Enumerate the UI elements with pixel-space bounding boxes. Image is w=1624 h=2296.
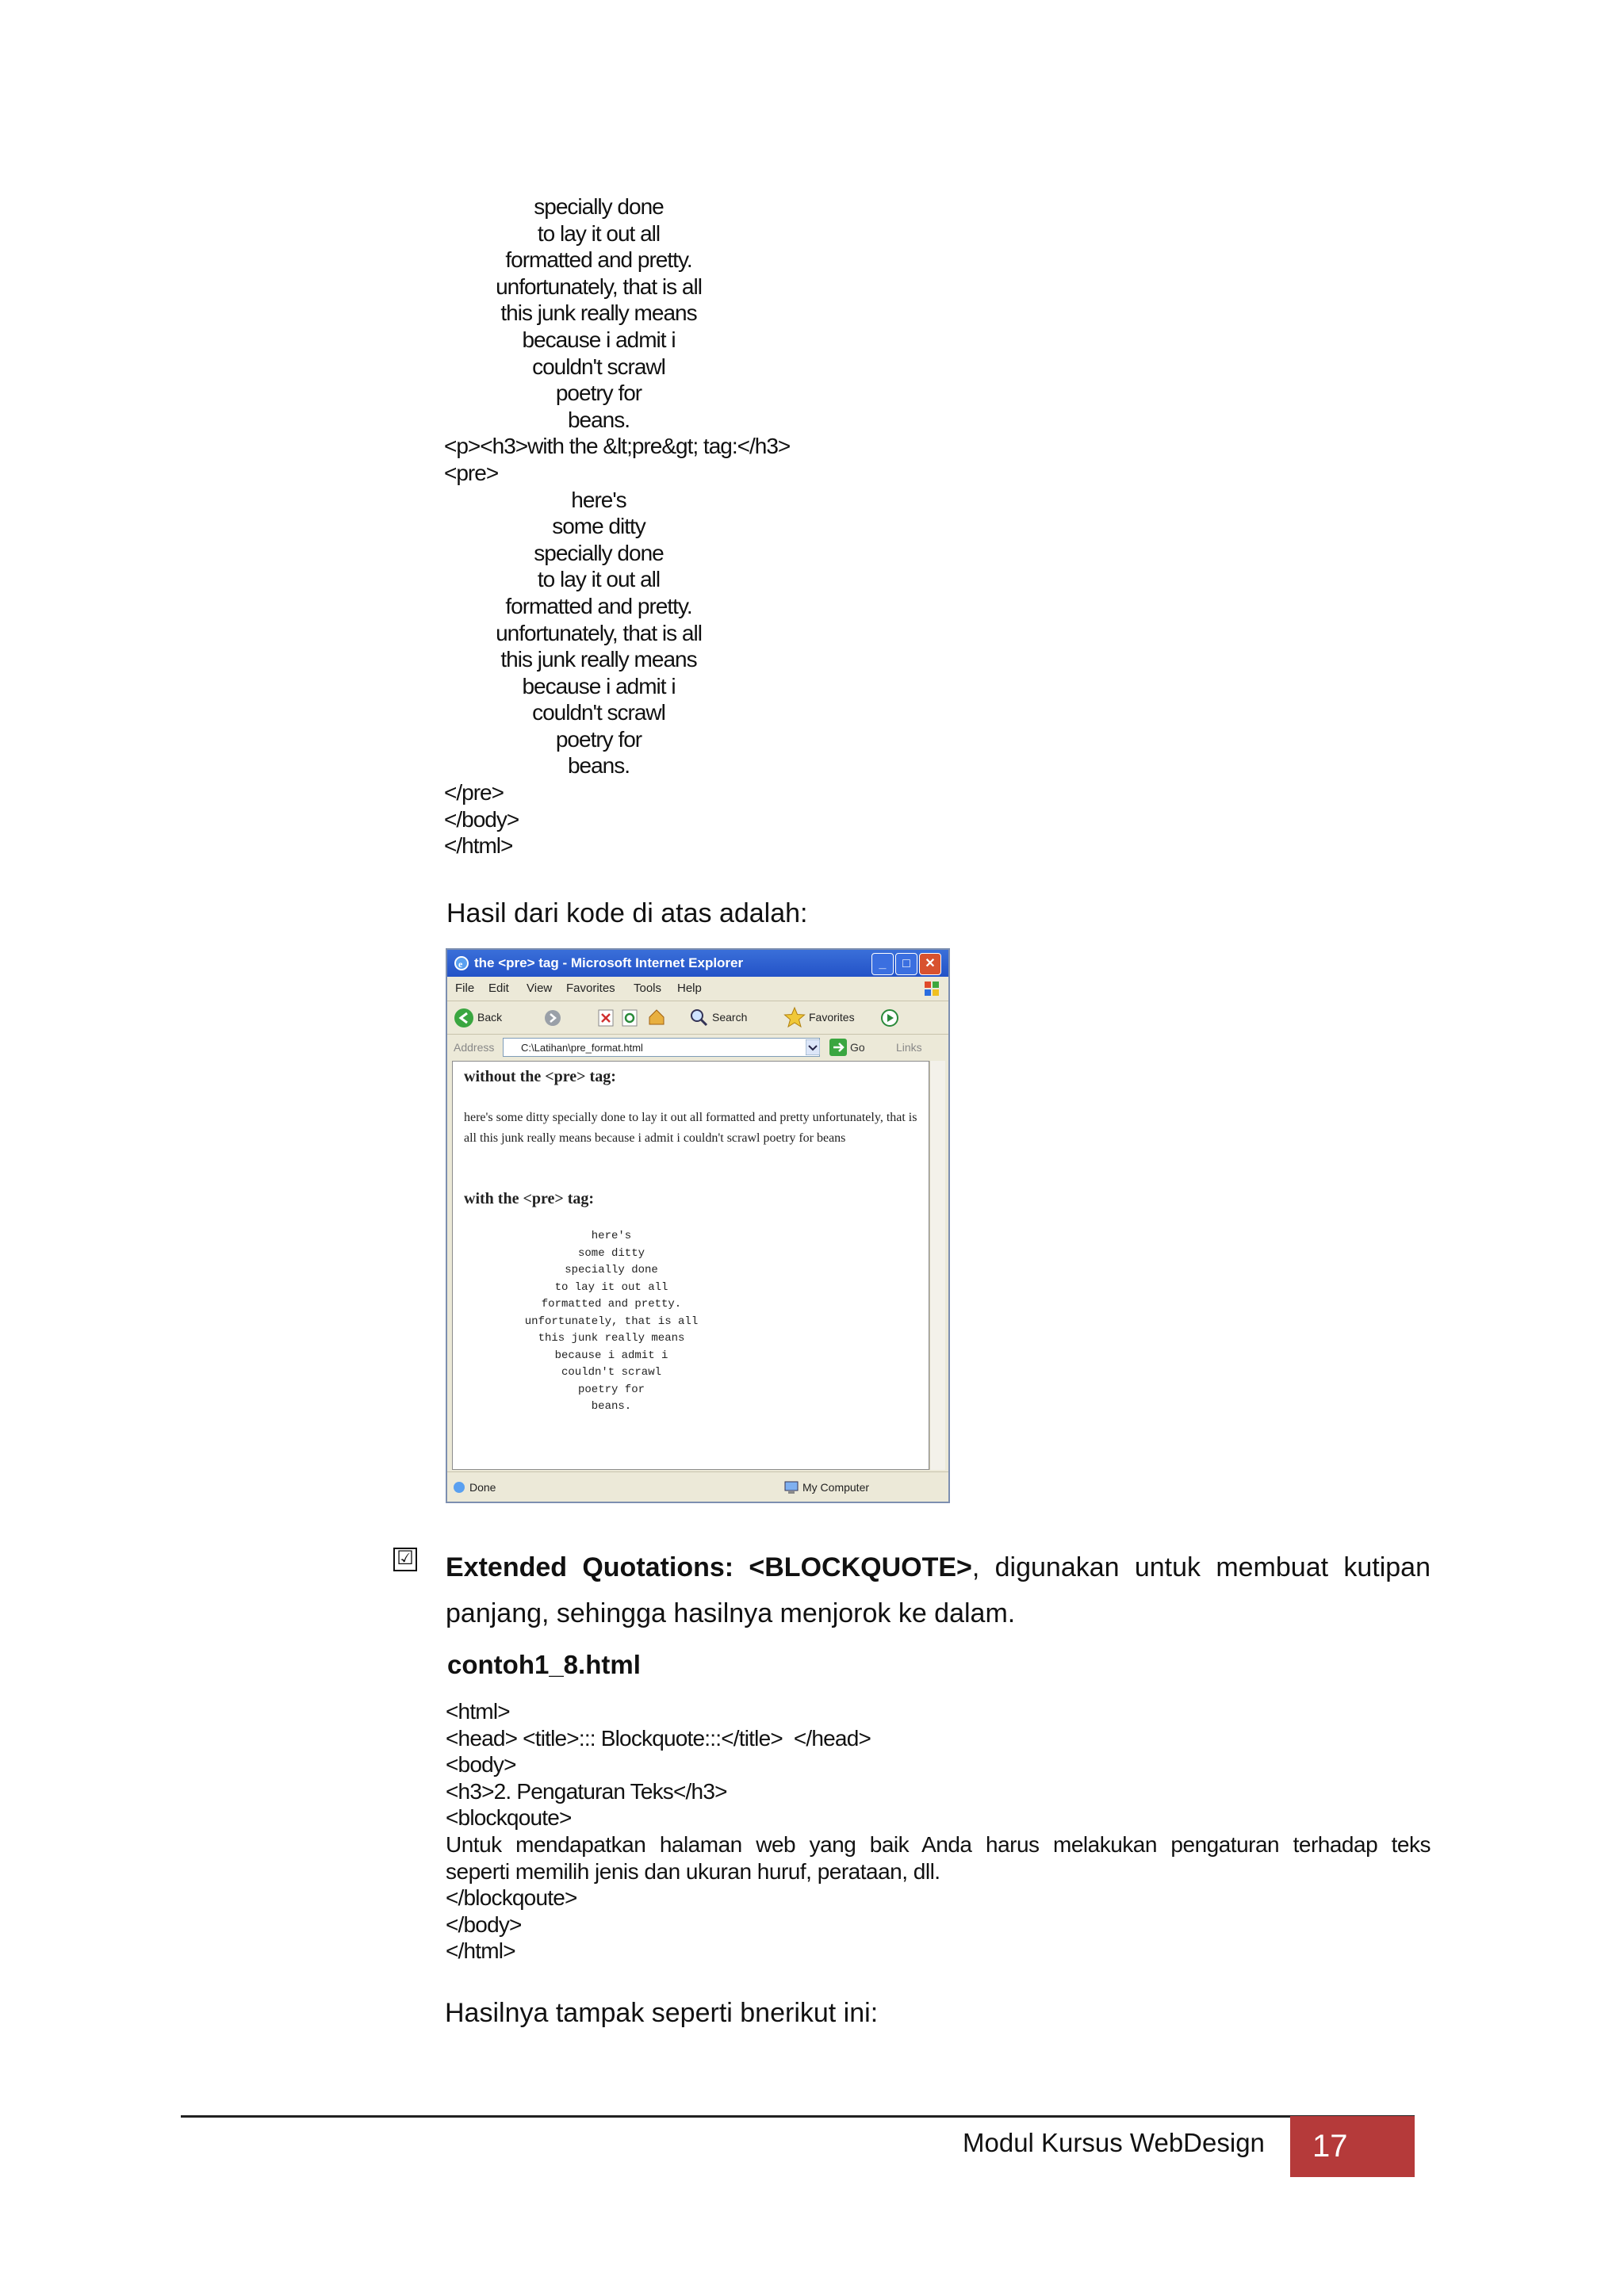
code-line: because i admit i xyxy=(522,327,676,352)
address-value: C:\Latihan\pre_format.html xyxy=(521,1042,643,1054)
code-line: <body> xyxy=(446,1752,516,1777)
code-line: poetry for xyxy=(555,381,642,406)
menu-bar xyxy=(447,977,948,1001)
address-input[interactable] xyxy=(503,1038,820,1057)
code-line: </html> xyxy=(444,833,513,859)
status-zone: My Computer xyxy=(802,1481,870,1494)
page-heading-without-pre: without the <pre> tag: xyxy=(464,1068,616,1085)
go-button-label[interactable]: Go xyxy=(850,1041,865,1054)
close-button[interactable]: ✕ xyxy=(919,953,941,975)
code-line: beans. xyxy=(567,407,630,432)
pre-line: because i admit i xyxy=(554,1349,668,1362)
vertical-scrollbar[interactable] xyxy=(929,1061,945,1470)
code-line: </html> xyxy=(446,1938,515,1964)
page-number: 17 xyxy=(1312,2129,1348,2164)
ie-logo-icon xyxy=(454,955,469,971)
back-arrow-icon[interactable] xyxy=(454,1008,474,1028)
checkbox-bullet-icon: ☑ xyxy=(393,1548,417,1571)
links-label[interactable]: Links xyxy=(896,1041,922,1054)
example-filename: contoh1_8.html xyxy=(447,1650,641,1679)
stop-icon[interactable] xyxy=(598,1009,614,1027)
my-computer-icon xyxy=(783,1479,799,1495)
footer-module-title: Modul Kursus WebDesign xyxy=(963,2128,1265,2157)
code-line: </pre> xyxy=(444,780,504,806)
browser-viewport xyxy=(452,1061,929,1470)
result-outro: Hasilnya tampak seperti bnerikut ini: xyxy=(445,1998,879,2028)
footer-rule xyxy=(181,2115,1415,2118)
code-line: Untuk mendapatkan halaman web yang baik Anda harus melakukan pengaturan terhadap teks xyxy=(446,1831,1431,1857)
code-line: couldn't scrawl xyxy=(532,700,665,725)
status-done: Done xyxy=(469,1481,496,1494)
pre-line: unfortunately, that is all xyxy=(524,1314,699,1328)
code-line: specially done xyxy=(534,194,664,219)
minimize-button[interactable]: _ xyxy=(871,953,894,975)
code-line: because i admit i xyxy=(522,673,676,698)
code-line: this junk really means xyxy=(500,300,697,326)
code-line: this junk really means xyxy=(500,647,697,672)
code-line: here's xyxy=(571,487,626,512)
dropdown-arrow-icon[interactable] xyxy=(806,1039,820,1055)
home-icon[interactable] xyxy=(647,1008,666,1027)
pre-line: this junk really means xyxy=(538,1332,685,1345)
menu-view[interactable]: View xyxy=(527,982,553,995)
pre-line: to lay it out all xyxy=(554,1280,668,1294)
code-line: </blockqoute> xyxy=(446,1885,577,1911)
pre-line: here's xyxy=(591,1230,632,1242)
back-button-label[interactable]: Back xyxy=(477,1011,503,1024)
pre-line: specially done xyxy=(565,1264,658,1276)
browser-screenshot xyxy=(446,948,950,1503)
page-pre-block xyxy=(469,1228,754,1416)
code-listing-blockquote xyxy=(446,1698,1431,1965)
code-line: formatted and pretty. xyxy=(505,247,692,273)
page-heading-with-pre: with the <pre> tag: xyxy=(464,1190,595,1207)
pre-line: some ditty xyxy=(577,1246,645,1260)
browser-titlebar xyxy=(447,950,948,977)
blockquote-term: Extended Quotations: <BLOCKQUOTE> xyxy=(446,1552,972,1582)
pre-line: beans. xyxy=(591,1400,632,1413)
code-line: <blockqoute> xyxy=(446,1805,572,1831)
menu-tools[interactable]: Tools xyxy=(634,982,662,995)
code-line: couldn't scrawl xyxy=(532,354,665,379)
code-line: specially done xyxy=(534,540,664,565)
forward-arrow-icon[interactable] xyxy=(544,1009,561,1027)
code-line: </body> xyxy=(446,1911,522,1937)
page-done-icon xyxy=(452,1480,466,1494)
code-line: </body> xyxy=(444,806,519,832)
favorites-button-label[interactable]: Favorites xyxy=(809,1011,855,1024)
code-line: <p><h3>with the &lt;pre&gt; tag:</h3> xyxy=(444,434,791,459)
pre-line: poetry for xyxy=(577,1383,645,1396)
browser-title: the <pre> tag - Microsoft Internet Explorer xyxy=(474,955,744,970)
pre-line: couldn't scrawl xyxy=(561,1366,662,1379)
go-arrow-icon[interactable] xyxy=(829,1039,847,1056)
address-label: Address xyxy=(454,1041,495,1054)
menu-help[interactable]: Help xyxy=(677,982,702,995)
menu-file[interactable]: File xyxy=(455,982,475,995)
page-number-box xyxy=(1290,2116,1415,2177)
code-line: unfortunately, that is all xyxy=(496,620,702,645)
media-icon[interactable] xyxy=(880,1008,899,1027)
browser-toolbar xyxy=(447,1001,948,1035)
code-line: unfortunately, that is all xyxy=(496,274,702,299)
favorites-star-icon[interactable] xyxy=(783,1006,806,1028)
code-line: <html> xyxy=(446,1699,510,1724)
code-listing-pre xyxy=(444,193,999,859)
code-line: to lay it out all xyxy=(537,220,661,246)
result-intro: Hasil dari kode di atas adalah: xyxy=(446,898,808,928)
search-button-label[interactable]: Search xyxy=(712,1011,748,1024)
menu-favorites[interactable]: Favorites xyxy=(566,982,615,995)
code-line: <head> <title>::: Blockquote:::</title> </head> xyxy=(446,1725,871,1751)
svg-text:e: e xyxy=(458,959,463,970)
code-line: <pre> xyxy=(444,460,499,485)
pre-line: formatted and pretty. xyxy=(541,1298,682,1311)
code-line: <h3>2. Pengaturan Teks</h3> xyxy=(446,1778,727,1804)
blockquote-description xyxy=(446,1544,1431,1636)
windows-logo-icon xyxy=(923,980,940,997)
page-paragraph: here's some ditty specially done to lay it out all formatted and pretty unfortunately, that is all this junk really means because i admit i couldn't scrawl poetry for beans xyxy=(464,1111,917,1145)
status-bar xyxy=(447,1471,948,1502)
code-line: beans. xyxy=(567,753,630,779)
address-bar xyxy=(447,1034,948,1061)
refresh-icon[interactable] xyxy=(622,1009,638,1027)
search-icon[interactable] xyxy=(688,1007,709,1027)
code-line: formatted and pretty. xyxy=(505,593,692,618)
code-line: some ditty xyxy=(552,514,645,539)
maximize-button[interactable]: □ xyxy=(895,953,917,975)
code-line: poetry for xyxy=(555,726,642,752)
code-line: seperti memilih jenis dan ukuran huruf, perataan, dll. xyxy=(446,1858,940,1884)
code-line: to lay it out all xyxy=(537,567,661,592)
menu-edit[interactable]: Edit xyxy=(488,982,509,995)
blockquote-text: , digunakan untuk membuat kutipan panjang, sehingga hasilnya menjorok ke dalam. xyxy=(446,1552,1431,1628)
